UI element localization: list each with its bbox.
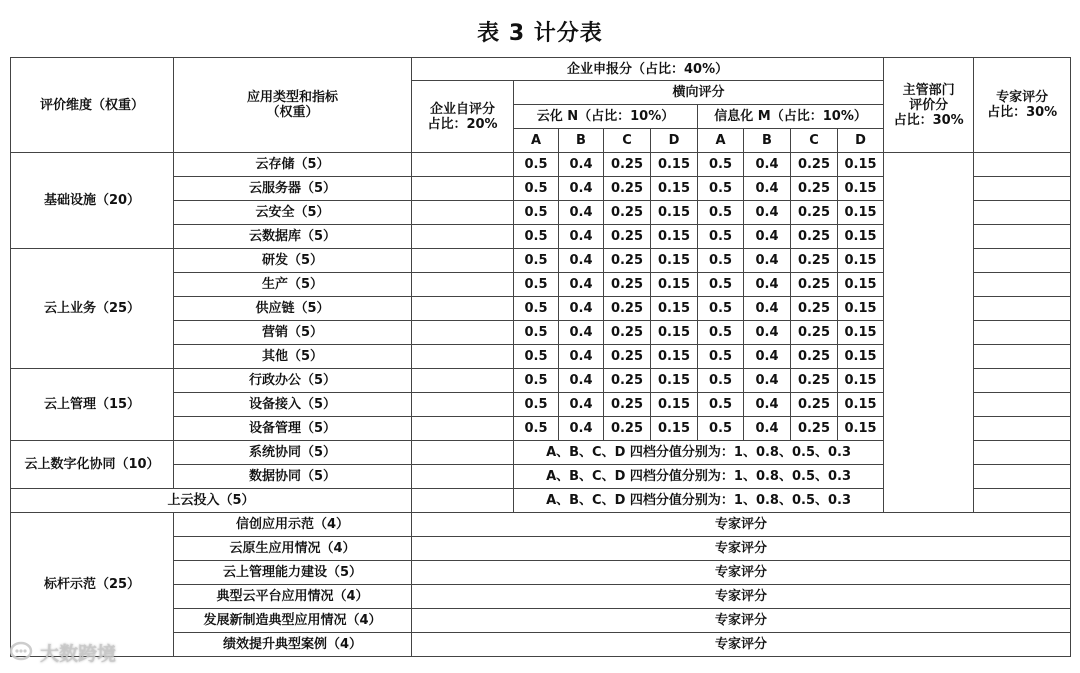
indicator-cell: 设备接入（5） [174, 393, 412, 417]
header-indicator [174, 58, 412, 153]
grade-value-cell: 0.15 [651, 225, 698, 249]
chat-bubble-icon [10, 641, 34, 663]
expert-score-cell [974, 201, 1071, 225]
grade-value-cell: 0.5 [698, 201, 744, 225]
grade-value-cell: 0.5 [514, 369, 559, 393]
header-dept-line2: 评价分 [909, 97, 949, 113]
grade-value-cell: 0.25 [604, 201, 651, 225]
grade-value-cell: 0.15 [838, 297, 884, 321]
dimension-cell: 标杆示范（25） [11, 513, 174, 657]
grade-value-cell: 0.15 [651, 153, 698, 177]
expert-score-cell [974, 273, 1071, 297]
expert-evaluation-cell: 专家评分 [412, 585, 1071, 609]
header-self-line1: 企业自评分 [429, 101, 495, 117]
header-cloud-n: 云化 N（占比：10%） [514, 105, 698, 129]
header-indicator-line2: （权重） [266, 105, 319, 120]
grade-value-cell: 0.5 [514, 153, 559, 177]
grade-value-cell: 0.25 [791, 321, 838, 345]
indicator-cell: 云安全（5） [174, 201, 412, 225]
grade-value-cell: 0.5 [698, 393, 744, 417]
dimension-cell: 云上管理（15） [11, 369, 174, 441]
expert-score-cell [974, 177, 1071, 201]
grade-value-cell: 0.25 [604, 393, 651, 417]
self-score-cell [412, 225, 514, 249]
grade-value-cell: 0.4 [559, 153, 604, 177]
self-score-cell [412, 177, 514, 201]
expert-evaluation-cell: 专家评分 [412, 537, 1071, 561]
table-row [11, 153, 1071, 177]
grade-value-cell: 0.15 [651, 417, 698, 441]
self-score-cell [412, 321, 514, 345]
header-dept-line1: 主管部门 [902, 82, 955, 98]
expert-score-cell [974, 153, 1071, 177]
grade-value-cell: 0.25 [604, 249, 651, 273]
indicator-cell: 营销（5） [174, 321, 412, 345]
grade-value-cell: 0.25 [791, 201, 838, 225]
grade-value-cell: 0.15 [838, 201, 884, 225]
grade-value-cell: 0.5 [698, 321, 744, 345]
grade-value-cell: 0.25 [604, 153, 651, 177]
grade-value-cell: 0.5 [698, 369, 744, 393]
grade-value-cell: 0.4 [559, 393, 604, 417]
dept-score-cell [884, 153, 974, 513]
grade-value-cell: 0.25 [604, 297, 651, 321]
grade-value-cell: 0.15 [838, 177, 884, 201]
grade-value-cell: 0.4 [559, 201, 604, 225]
grade-value-cell: 0.15 [651, 177, 698, 201]
grade-value-cell: 0.5 [514, 297, 559, 321]
header-dimension: 评价维度（权重） [11, 58, 174, 153]
grade-value-cell: 0.4 [744, 369, 791, 393]
grade-value-cell: 0.4 [744, 201, 791, 225]
indicator-cell: 信创应用示范（4） [174, 513, 412, 537]
header-self-line2: 占比：20% [427, 116, 498, 132]
grade-value-cell: 0.25 [791, 177, 838, 201]
indicator-cell: 数据协同（5） [174, 465, 412, 489]
grade-label-cell: B [744, 129, 791, 153]
header-info-m: 信息化 M（占比：10%） [698, 105, 884, 129]
grade-value-cell: 0.15 [838, 249, 884, 273]
grade-value-cell: 0.15 [838, 321, 884, 345]
expert-score-cell [974, 345, 1071, 369]
header-expert-line2: 占比：30% [987, 105, 1058, 120]
grade-value-cell: 0.5 [698, 297, 744, 321]
indicator-cell: 云数据库（5） [174, 225, 412, 249]
grade-value-cell: 0.4 [744, 225, 791, 249]
expert-evaluation-cell: 专家评分 [412, 513, 1071, 537]
grade-value-cell: 0.5 [698, 417, 744, 441]
page-title: 表 3 计分表 [477, 21, 603, 46]
grade-value-cell: 0.25 [791, 393, 838, 417]
indicator-cell: 行政办公（5） [174, 369, 412, 393]
grade-value-cell: 0.5 [698, 345, 744, 369]
header-self-score [412, 81, 514, 153]
header-dept-score [884, 58, 974, 153]
grade-label-cell: D [651, 129, 698, 153]
indicator-cell: 发展新制造典型应用情况（4） [174, 609, 412, 633]
grade-value-cell: 0.4 [559, 249, 604, 273]
dimension-cell: 云上业务（25） [11, 249, 174, 369]
self-score-cell [412, 369, 514, 393]
grade-value-cell: 0.25 [791, 345, 838, 369]
expert-score-cell [974, 441, 1071, 465]
grade-value-cell: 0.5 [514, 321, 559, 345]
grade-value-cell: 0.4 [744, 249, 791, 273]
grade-value-cell: 0.25 [604, 177, 651, 201]
grade-value-cell: 0.4 [744, 153, 791, 177]
self-score-cell [412, 273, 514, 297]
grade-value-cell: 0.4 [744, 297, 791, 321]
grade-value-cell: 0.25 [791, 249, 838, 273]
grade-value-cell: 0.15 [651, 393, 698, 417]
grade-value-cell: 0.5 [514, 393, 559, 417]
grade-value-cell: 0.25 [791, 417, 838, 441]
expert-score-cell [974, 393, 1071, 417]
grade-value-cell: 0.15 [651, 249, 698, 273]
self-score-cell [412, 153, 514, 177]
expert-score-cell [974, 321, 1071, 345]
self-score-cell [412, 201, 514, 225]
expert-score-cell [974, 417, 1071, 441]
grade-label-cell: C [791, 129, 838, 153]
dimension-cell: 云上数字化协同（10） [11, 441, 174, 489]
grade-value-cell: 0.25 [791, 225, 838, 249]
grade-value-cell: 0.5 [698, 225, 744, 249]
grade-value-cell: 0.25 [604, 321, 651, 345]
header-indicator-line1: 应用类型和指标 [246, 90, 338, 105]
grade-value-cell: 0.4 [559, 225, 604, 249]
indicator-cell: 云上管理能力建设（5） [174, 561, 412, 585]
grade-note-cell: A、B、C、D 四档分值分别为：1、0.8、0.5、0.3 [514, 489, 884, 513]
header-enterprise-score: 企业申报分（占比：40%） [412, 58, 884, 81]
expert-score-cell [974, 465, 1071, 489]
expert-score-cell [974, 249, 1071, 273]
grade-value-cell: 0.4 [559, 369, 604, 393]
grade-value-cell: 0.4 [744, 345, 791, 369]
expert-score-cell [974, 369, 1071, 393]
grade-value-cell: 0.15 [651, 201, 698, 225]
table-row [11, 513, 1071, 537]
grade-value-cell: 0.25 [604, 369, 651, 393]
grade-value-cell: 0.4 [744, 177, 791, 201]
grade-value-cell: 0.5 [698, 177, 744, 201]
indicator-cell: 供应链（5） [174, 297, 412, 321]
grade-value-cell: 0.5 [698, 153, 744, 177]
grade-value-cell: 0.4 [744, 417, 791, 441]
grade-value-cell: 0.5 [514, 225, 559, 249]
score-table [10, 57, 1071, 657]
grade-value-cell: 0.15 [838, 345, 884, 369]
dimension-cell: 基础设施（20） [11, 153, 174, 249]
grade-value-cell: 0.4 [559, 273, 604, 297]
self-score-cell [412, 297, 514, 321]
grade-value-cell: 0.5 [514, 177, 559, 201]
grade-label-cell: A [514, 129, 559, 153]
indicator-cell: 设备管理（5） [174, 417, 412, 441]
grade-value-cell: 0.5 [698, 249, 744, 273]
dimension-cell: 上云投入（5） [11, 489, 412, 513]
grade-value-cell: 0.15 [838, 273, 884, 297]
grade-value-cell: 0.4 [559, 321, 604, 345]
header-expert-score [974, 58, 1071, 153]
grade-value-cell: 0.25 [791, 153, 838, 177]
grade-value-cell: 0.15 [651, 297, 698, 321]
expert-score-cell [974, 225, 1071, 249]
expert-score-cell [974, 489, 1071, 513]
grade-value-cell: 0.4 [744, 393, 791, 417]
grade-label-cell: A [698, 129, 744, 153]
indicator-cell: 其他（5） [174, 345, 412, 369]
watermark-text: 大数跨境 [40, 642, 117, 665]
expert-evaluation-cell: 专家评分 [412, 633, 1071, 657]
grade-value-cell: 0.25 [604, 273, 651, 297]
grade-value-cell: 0.15 [651, 273, 698, 297]
self-score-cell [412, 345, 514, 369]
grade-value-cell: 0.5 [514, 273, 559, 297]
expert-evaluation-cell: 专家评分 [412, 609, 1071, 633]
header-horizontal: 横向评分 [514, 81, 884, 105]
grade-value-cell: 0.5 [514, 249, 559, 273]
grade-value-cell: 0.4 [744, 321, 791, 345]
indicator-cell: 生产（5） [174, 273, 412, 297]
grade-value-cell: 0.5 [698, 273, 744, 297]
self-score-cell [412, 417, 514, 441]
grade-value-cell: 0.4 [744, 273, 791, 297]
grade-value-cell: 0.15 [651, 321, 698, 345]
indicator-cell: 绩效提升典型案例（4） [174, 633, 412, 657]
grade-value-cell: 0.25 [791, 297, 838, 321]
grade-value-cell: 0.5 [514, 201, 559, 225]
grade-note-cell: A、B、C、D 四档分值分别为：1、0.8、0.5、0.3 [514, 441, 884, 465]
expert-score-cell [974, 297, 1071, 321]
self-score-cell [412, 441, 514, 465]
grade-value-cell: 0.15 [651, 369, 698, 393]
self-score-cell [412, 489, 514, 513]
grade-value-cell: 0.15 [838, 393, 884, 417]
grade-value-cell: 0.15 [838, 225, 884, 249]
grade-value-cell: 0.15 [838, 369, 884, 393]
grade-note-cell: A、B、C、D 四档分值分别为：1、0.8、0.5、0.3 [514, 465, 884, 489]
grade-value-cell: 0.15 [838, 153, 884, 177]
grade-value-cell: 0.4 [559, 345, 604, 369]
indicator-cell: 云存储（5） [174, 153, 412, 177]
self-score-cell [412, 393, 514, 417]
grade-value-cell: 0.25 [604, 345, 651, 369]
grade-value-cell: 0.5 [514, 345, 559, 369]
watermark [10, 640, 116, 664]
grade-value-cell: 0.25 [604, 225, 651, 249]
grade-value-cell: 0.4 [559, 177, 604, 201]
grade-value-cell: 0.15 [838, 417, 884, 441]
grade-value-cell: 0.4 [559, 297, 604, 321]
indicator-cell: 云服务器（5） [174, 177, 412, 201]
grade-value-cell: 0.5 [514, 417, 559, 441]
expert-evaluation-cell: 专家评分 [412, 561, 1071, 585]
indicator-cell: 典型云平台应用情况（4） [174, 585, 412, 609]
self-score-cell [412, 249, 514, 273]
grade-value-cell: 0.4 [559, 417, 604, 441]
header-expert-line1: 专家评分 [996, 90, 1049, 105]
indicator-cell: 研发（5） [174, 249, 412, 273]
grade-value-cell: 0.25 [604, 417, 651, 441]
header-dept-line3: 占比：30% [893, 112, 964, 128]
indicator-cell: 云原生应用情况（4） [174, 537, 412, 561]
grade-label-cell: C [604, 129, 651, 153]
indicator-cell: 系统协同（5） [174, 441, 412, 465]
self-score-cell [412, 465, 514, 489]
grade-label-cell: D [838, 129, 884, 153]
grade-value-cell: 0.15 [651, 345, 698, 369]
grade-value-cell: 0.25 [791, 369, 838, 393]
grade-label-cell: B [559, 129, 604, 153]
grade-value-cell: 0.25 [791, 273, 838, 297]
